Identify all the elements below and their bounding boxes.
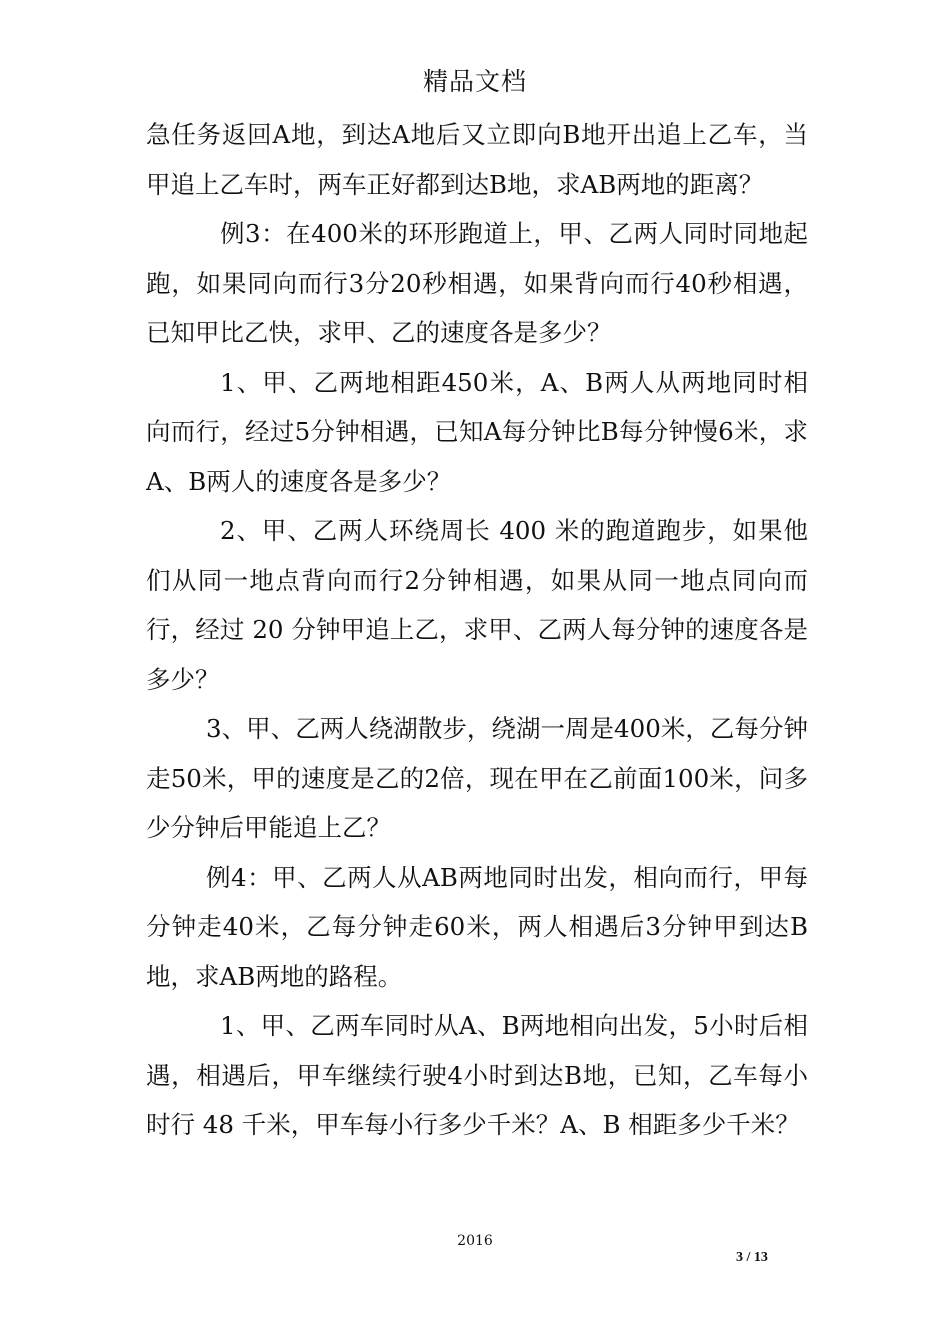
- paragraph-continuation: 急任务返回A地，到达A地后又立即向B地开出追上乙车，当甲追上乙车时，两车正好都到达B地，求AB两地的距离？: [146, 120, 808, 199]
- paragraph-example-4: 例4：甲、乙两人从AB两地同时出发，相向而行，甲每分钟走40米，乙每分钟走60米，两人相遇后3分钟甲到达B地，求AB两地的路程。: [146, 862, 808, 991]
- paragraph-exercise-2: 2、甲、乙两人环绕周长 400 米的跑道跑步，如果他们从同一地点背向而行2分钟相遇，如果从同一地点同向而行，经过 20 分钟甲追上乙，求甲、乙两人每分钟的速度各是多少？: [146, 516, 808, 694]
- paragraph-exercise-3: 3、甲、乙两人绕湖散步，绕湖一周是400米，乙每分钟走50米，甲的速度是乙的2倍，现在甲在乙前面100米，问多少分钟后甲能追上乙？: [146, 714, 808, 842]
- paragraph-example-3: 例3：在400米的环形跑道上，甲、乙两人同时同地起跑，如果同向而行3分20秒相遇，如果背向而行40秒相遇，已知甲比乙快，求甲、乙的速度各是多少？: [146, 219, 808, 347]
- paragraph-exercise-4: 1、甲、乙两车同时从A、B两地相向出发，5小时后相遇，相遇后，甲车继续行驶4小时到达B地，已知，乙车每小时行 48 千米，甲车每小行多少千米？A、B 相距多少千米？: [146, 1011, 808, 1139]
- document-body: [146, 110, 808, 1150]
- document-header: 精品文档: [422, 67, 527, 96]
- paragraph-exercise-1: 1、甲、乙两地相距450米，A、B两人从两地同时相向而行，经过5分钟相遇，已知A每分钟比B每分钟慢6米，求A、B两人的速度各是多少？: [146, 367, 808, 496]
- footer-year: 2016: [457, 1233, 493, 1249]
- page-number: 3 / 13: [736, 1250, 768, 1265]
